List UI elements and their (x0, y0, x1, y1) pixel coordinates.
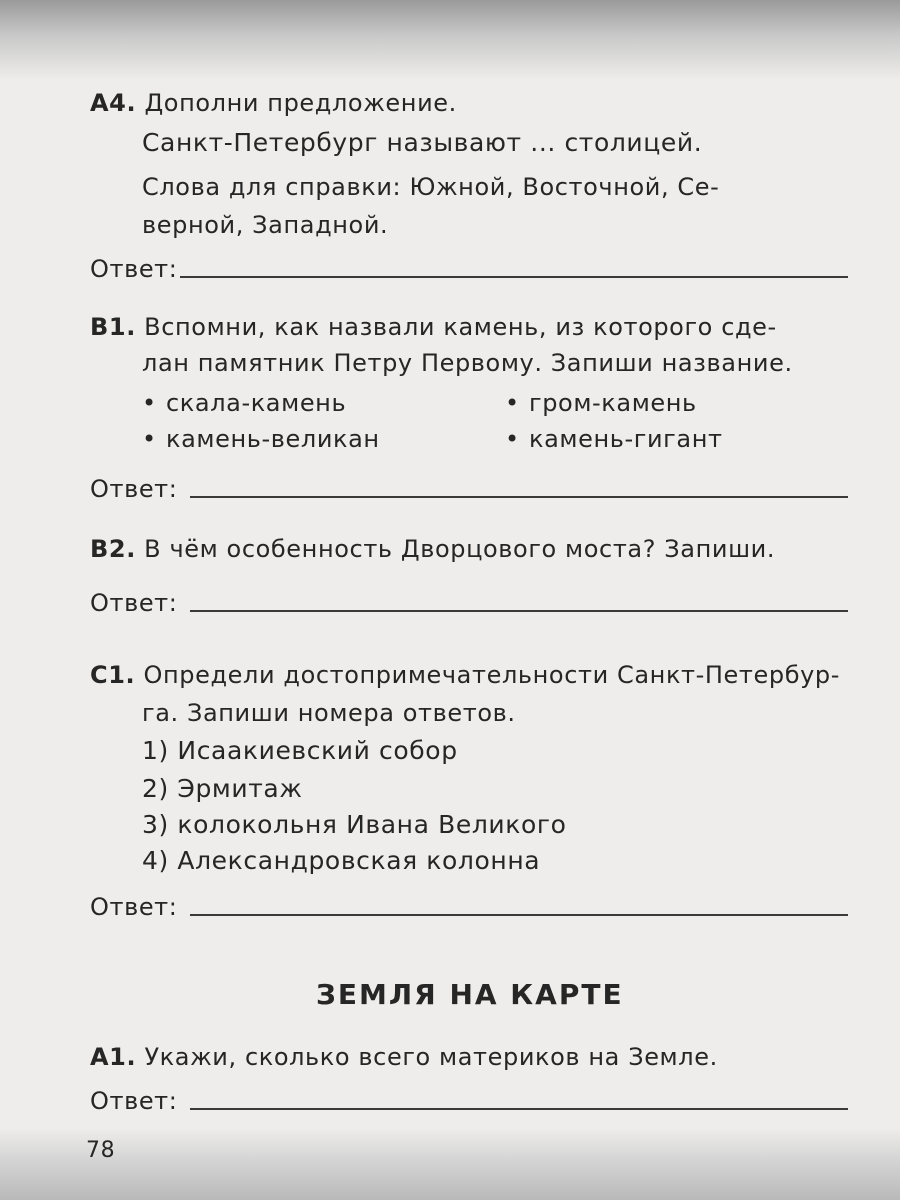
task-number: А4. (90, 89, 137, 117)
page-top-shadow (0, 0, 900, 80)
option-item: 4) Александровская колонна (142, 846, 541, 875)
option-item: • камень-великан (142, 424, 380, 454)
option-item: 3) колокольня Ивана Великого (142, 810, 567, 839)
answer-line[interactable] (190, 1108, 848, 1110)
answer-line[interactable] (190, 496, 848, 498)
answer-label: Ответ: (90, 255, 178, 283)
option-item: • гром-камень (505, 388, 697, 418)
page-number: 78 (86, 1138, 116, 1163)
task-number: В2. (90, 535, 136, 563)
option-item: • камень-гигант (505, 424, 723, 454)
option-item: 2) Эрмитаж (142, 774, 303, 803)
task-number: С1. (90, 661, 136, 689)
section-title: ЗЕМЛЯ НА КАРТЕ (316, 978, 624, 1011)
answer-label: Ответ: (90, 589, 178, 617)
answer-line[interactable] (190, 914, 848, 916)
answer-label: Ответ: (90, 1087, 178, 1115)
task-hint-line2: верной, Западной. (142, 211, 389, 239)
answer-label: Ответ: (90, 893, 178, 921)
answer-line[interactable] (180, 276, 848, 278)
task-question: Укажи, сколько всего материков на Земле. (144, 1043, 718, 1071)
task-instruction: Дополни предложение. (144, 89, 457, 117)
task-question-line1: Определи достопримечательности Санкт-Петербур- (143, 661, 840, 689)
page-bottom-shadow (0, 1128, 900, 1200)
answer-label: Ответ: (90, 475, 178, 503)
task-hint-line1: Слова для справки: Южной, Восточной, Се- (142, 173, 720, 201)
task-number: В1. (90, 313, 136, 341)
task-question-line1: Вспомни, как назвали камень, из которого сде- (144, 313, 777, 341)
task-question-line2: лан памятник Петру Первому. Запиши название. (142, 349, 793, 377)
option-item: 1) Исаакиевский собор (142, 736, 458, 765)
option-item: • скала-камень (142, 388, 346, 418)
task-number: А1. (90, 1043, 137, 1071)
task-question-line2: га. Запиши номера ответов. (142, 699, 516, 727)
answer-line[interactable] (190, 610, 848, 612)
task-question: В чём особенность Дворцового моста? Запиши. (144, 535, 776, 563)
task-sentence: Санкт-Петербург называют ... столицей. (142, 128, 703, 157)
